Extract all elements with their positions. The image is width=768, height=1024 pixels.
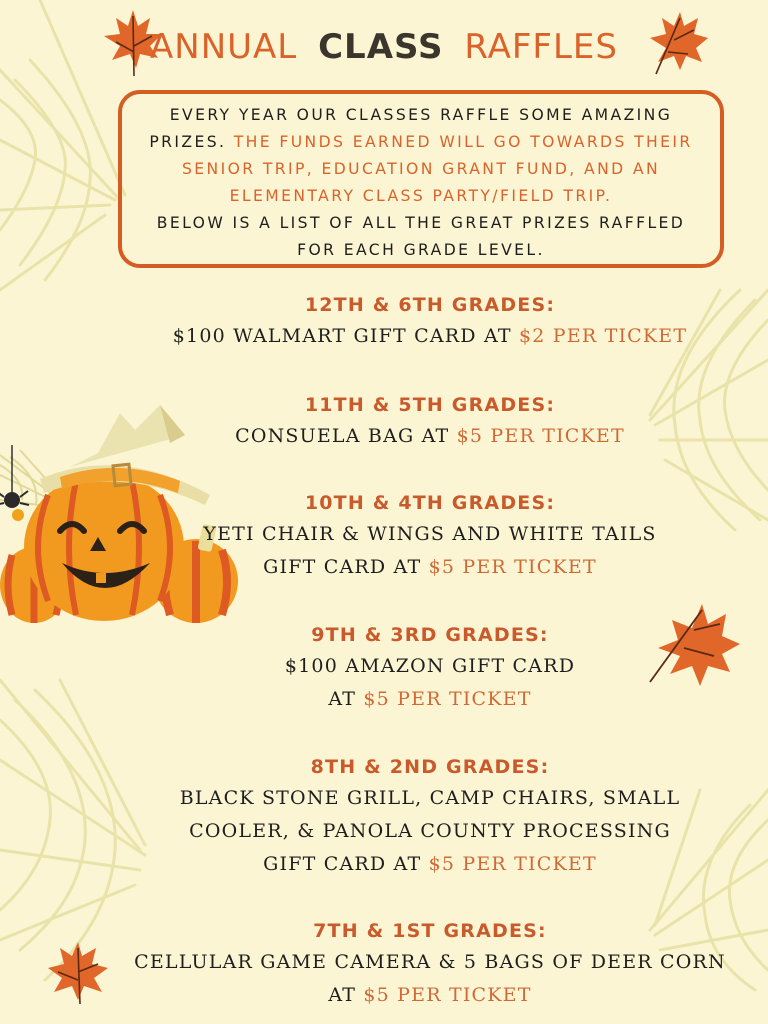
prize-line: CELLULAR GAME CAMERA & 5 BAGS OF DEER CORN — [134, 951, 726, 973]
page-title — [0, 22, 768, 72]
grade-section-10-4 — [100, 488, 760, 584]
grade-section-12-6 — [100, 290, 760, 353]
intro-box — [118, 90, 724, 268]
grade-section-11-5 — [100, 390, 760, 453]
prize-line: GIFT CARD AT $5 PER TICKET — [263, 853, 597, 875]
prize-line: YETI CHAIR & WINGS AND WHITE TAILS — [203, 523, 657, 545]
ticket-price: $5 PER TICKET — [456, 425, 625, 447]
grade-section-7-1 — [100, 916, 760, 1012]
prize-line: $100 WALMART GIFT CARD AT $2 PER TICKET — [172, 325, 688, 347]
prize-line: AT $5 PER TICKET — [328, 984, 532, 1006]
grade-heading: 11TH & 5TH GRADES: — [304, 394, 556, 416]
grade-heading: 9TH & 3RD GRADES: — [311, 624, 549, 646]
grade-section-8-2 — [100, 752, 760, 881]
intro-line-3: SENIOR TRIP, EDUCATION GRANT FUND, AND AN — [181, 160, 661, 178]
ticket-price: $2 PER TICKET — [518, 325, 688, 347]
title-word-class: CLASS — [318, 27, 444, 67]
intro-line-4: ELEMENTARY CLASS PARTY/FIELD TRIP. — [229, 187, 613, 205]
ticket-price: $5 PER TICKET — [428, 853, 597, 875]
grade-section-9-3 — [100, 620, 760, 716]
ticket-price: $5 PER TICKET — [363, 984, 532, 1006]
intro-line-2: PRIZES. THE FUNDS EARNED WILL GO TOWARDS THEIR — [149, 133, 693, 151]
prize-line: COOLER, & PANOLA COUNTY PROCESSING — [189, 820, 671, 842]
prize-line: AT $5 PER TICKET — [328, 688, 532, 710]
grade-heading: 10TH & 4TH GRADES: — [304, 492, 556, 514]
intro-line-1: EVERY YEAR OUR CLASSES RAFFLE SOME AMAZING — [169, 106, 673, 124]
prize-line: CONSUELA BAG AT $5 PER TICKET — [235, 425, 625, 447]
prize-line: GIFT CARD AT $5 PER TICKET — [263, 556, 597, 578]
grade-heading: 7TH & 1ST GRADES: — [313, 920, 547, 942]
ticket-price: $5 PER TICKET — [363, 688, 532, 710]
grade-heading: 8TH & 2ND GRADES: — [310, 756, 550, 778]
intro-line-5: BELOW IS A LIST OF ALL THE GREAT PRIZES RAFFLED — [156, 214, 686, 232]
intro-line-6: FOR EACH GRADE LEVEL. — [297, 241, 545, 259]
prize-line: BLACK STONE GRILL, CAMP CHAIRS, SMALL — [179, 787, 681, 809]
grade-heading: 12TH & 6TH GRADES: — [304, 294, 556, 316]
prize-line: $100 AMAZON GIFT CARD — [284, 655, 576, 677]
title-word-raffles: RAFFLES — [464, 27, 618, 67]
ticket-price: $5 PER TICKET — [428, 556, 597, 578]
title-word-annual: ANNUAL — [150, 27, 298, 67]
